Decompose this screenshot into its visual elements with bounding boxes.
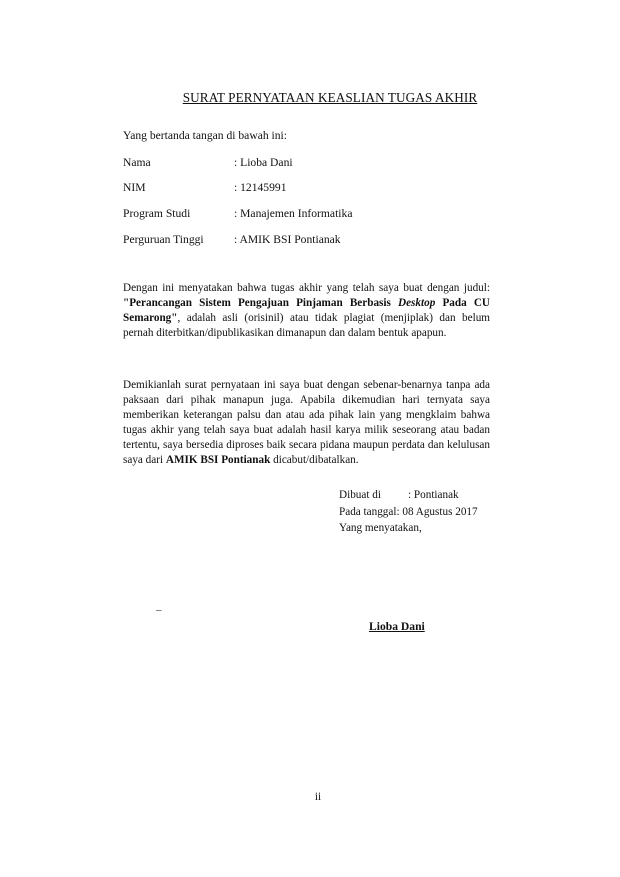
- para2-text-after: dicabut/dibatalkan.: [270, 454, 359, 466]
- declaration-paragraph: [123, 378, 490, 468]
- field-label: Program Studi: [123, 207, 191, 220]
- signer-name: Lioba Dani: [369, 620, 425, 633]
- signature-closing: Yang menyatakan,: [339, 522, 422, 534]
- field-label: Nama: [123, 156, 151, 169]
- para1-text-after: , adalah asli (orisinil) atau tidak plagiat (menjiplak) dan belum pernah diterbitkan/dipublikasikan dimanapun dan dalam bentuk apapun.: [123, 312, 490, 339]
- date-label: Pada tanggal: [339, 506, 397, 518]
- institution-name: AMIK BSI Pontianak: [165, 454, 271, 466]
- field-value: : Manajemen Informatika: [234, 207, 353, 220]
- place-label: Dibuat di: [339, 489, 381, 501]
- signature-place: [339, 489, 459, 501]
- document-title: SURAT PERNYATAAN KEASLIAN TUGAS AKHIR: [182, 90, 478, 105]
- page-number: ii: [314, 791, 322, 803]
- thesis-title-start: "Perancangan Sistem Pengajuan Pinjaman Berbasis: [123, 297, 399, 309]
- stray-dash: _: [156, 600, 162, 612]
- para1-text-before: Dengan ini menyatakan bahwa tugas akhir yang telah saya buat dengan judul:: [123, 282, 490, 294]
- signature-date: [339, 506, 478, 518]
- thesis-title-end: Pada CU Semarong": [123, 297, 490, 324]
- statement-paragraph: [123, 281, 490, 341]
- place-value: : Pontianak: [408, 489, 459, 501]
- date-value: : 08 Agustus 2017: [396, 506, 478, 518]
- field-label: Perguruan Tinggi: [123, 233, 204, 246]
- intro-text: Yang bertanda tangan di bawah ini:: [123, 129, 287, 142]
- field-value: : 12145991: [234, 181, 287, 194]
- field-value: : AMIK BSI Pontianak: [234, 233, 341, 246]
- para2-text-before: Demikianlah surat pernyataan ini saya buat dengan sebenar-benarnya tanpa ada paksaan dari pihak manapun juga. Apabila dikemudian hari ternyata saya memberikan keterangan palsu dan atau ada pihak lain yang mengklaim bahwa tugas akhir yang telah saya buat adalah hasil karya milik seseorang atau badan tertentu, saya bersedia diproses baik secara pidana maupun perdata dan kelulusan saya dari: [123, 379, 490, 466]
- field-label: NIM: [123, 181, 146, 194]
- thesis-title-italic: Desktop: [398, 297, 436, 309]
- field-value: : Lioba Dani: [234, 156, 293, 169]
